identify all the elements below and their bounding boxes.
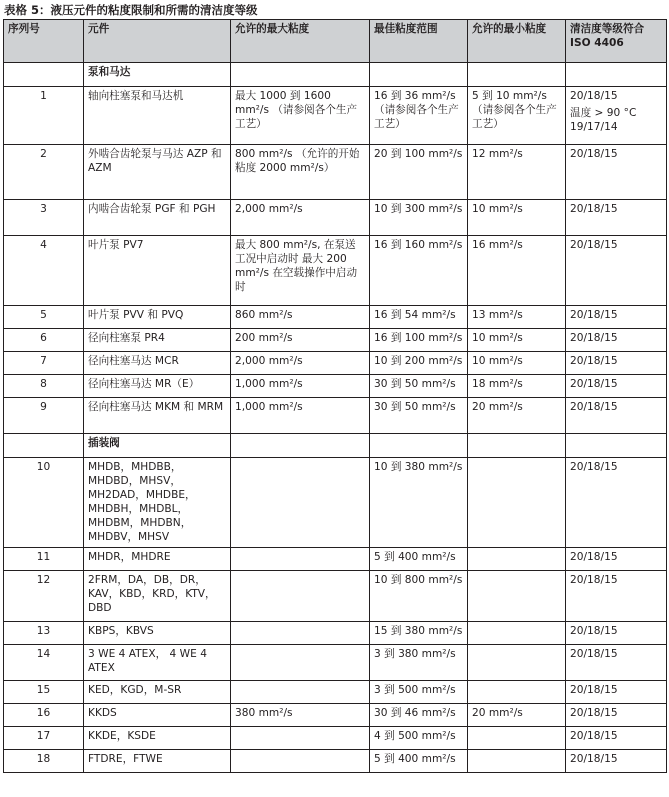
row-number: 4 [4,236,84,306]
best-range-cell: 3 到 380 mm²/s [370,645,468,681]
cleanliness-cell: 20/18/15 [566,727,667,750]
best-range-cell: 4 到 500 mm²/s [370,727,468,750]
min-viscosity-cell: 12 mm²/s [468,145,566,200]
table-row [4,329,667,352]
cleanliness-cell: 20/18/15 [566,236,667,306]
max-viscosity-cell: 380 mm²/s [231,704,370,727]
min-viscosity-cell: 18 mm²/s [468,375,566,398]
table-row [4,375,667,398]
cleanliness-cell: 20/18/15 [566,571,667,622]
cleanliness-cell: 20/18/15 [566,704,667,727]
max-viscosity-cell: 最大 1000 到 1600 mm²/s （请参阅各个生产工艺） [231,87,370,145]
header-min-viscosity: 允许的最小粘度 [468,20,566,63]
component-cell: KKDS [84,704,231,727]
table-row [4,727,667,750]
best-range-cell: 30 到 50 mm²/s [370,375,468,398]
best-range-cell: 10 到 200 mm²/s [370,352,468,375]
max-viscosity-cell: 最大 800 mm²/s, 在泵送工况中启动时 最大 200 mm²/s 在空载操作中启动时 [231,236,370,306]
max-viscosity-cell [231,548,370,571]
table-row [4,750,667,773]
cleanliness-cell: 20/18/15 [566,548,667,571]
component-cell: 叶片泵 PV7 [84,236,231,306]
component-cell: 径向柱塞马达 MKM 和 MRM [84,398,231,434]
table-row [4,145,667,200]
cleanliness-cell: 20/18/15 [566,622,667,645]
row-number: 10 [4,458,84,548]
row-number: 1 [4,87,84,145]
table-row [4,571,667,622]
best-range-cell: 3 到 500 mm²/s [370,681,468,704]
cleanliness-value: 20/18/15 [570,90,618,102]
section-label-pumps: 泵和马达 [84,63,231,87]
section-row-pumps [4,63,667,87]
min-viscosity-cell: 10 mm²/s [468,329,566,352]
row-number: 6 [4,329,84,352]
header-best-range: 最佳粘度范围 [370,20,468,63]
cleanliness-cell [566,87,667,145]
row-number: 7 [4,352,84,375]
cleanliness-cell: 20/18/15 [566,306,667,329]
component-cell: FTDRE，FTWE [84,750,231,773]
cleanliness-cell: 20/18/15 [566,750,667,773]
max-viscosity-cell: 2,000 mm²/s [231,352,370,375]
best-range-cell: 20 到 100 mm²/s [370,145,468,200]
min-viscosity-cell: 5 到 10 mm²/s （请参阅各个生产工艺） [468,87,566,145]
row-number: 11 [4,548,84,571]
min-viscosity-cell [468,750,566,773]
min-viscosity-cell: 10 mm²/s [468,200,566,236]
header-row [4,20,667,63]
cleanliness-cell: 20/18/15 [566,645,667,681]
best-range-cell: 10 到 380 mm²/s [370,458,468,548]
header-max-viscosity: 允许的最大粘度 [231,20,370,63]
cleanliness-cell: 20/18/15 [566,329,667,352]
max-viscosity-cell [231,622,370,645]
max-viscosity-cell: 800 mm²/s （允许的开始粘度 2000 mm²/s） [231,145,370,200]
component-cell: KBPS，KBVS [84,622,231,645]
row-number: 8 [4,375,84,398]
component-cell: 叶片泵 PVV 和 PVQ [84,306,231,329]
max-viscosity-cell: 860 mm²/s [231,306,370,329]
cleanliness-cell: 20/18/15 [566,398,667,434]
row-number: 17 [4,727,84,750]
max-viscosity-cell: 2,000 mm²/s [231,200,370,236]
table-row [4,306,667,329]
max-viscosity-cell [231,645,370,681]
cleanliness-cell: 20/18/15 [566,681,667,704]
cleanliness-cell: 20/18/15 [566,352,667,375]
min-viscosity-cell [468,571,566,622]
min-viscosity-cell: 10 mm²/s [468,352,566,375]
table-row [4,398,667,434]
cleanliness-cell: 20/18/15 [566,145,667,200]
component-cell: 2FRM，DA，DB，DR，KAV，KBD，KRD，KTV，DBD [84,571,231,622]
min-viscosity-cell [468,645,566,681]
best-range-cell: 30 到 46 mm²/s [370,704,468,727]
table-title: 表格 5：液压元件的粘度限制和所需的清洁度等级 [4,3,258,17]
best-range-cell: 5 到 400 mm²/s [370,750,468,773]
row-number: 18 [4,750,84,773]
component-cell: 径向柱塞马达 MR（E） [84,375,231,398]
component-cell: 内啮合齿轮泵 PGF 和 PGH [84,200,231,236]
min-viscosity-cell: 13 mm²/s [468,306,566,329]
table-row [4,645,667,681]
best-range-cell: 16 到 54 mm²/s [370,306,468,329]
min-viscosity-cell: 16 mm²/s [468,236,566,306]
cleanliness-note: 温度 > 90 °C 19/17/14 [570,107,637,133]
best-range-cell: 15 到 380 mm²/s [370,622,468,645]
component-cell: MHDB，MHDBB，MHDBD，MHSV，MH2DAD，MHDBE，MHDBH，MHDBL，MHDBM，MHDBN，MHDBV，MHSV [84,458,231,548]
header-no: 序列号 [4,20,84,63]
best-range-cell: 16 到 160 mm²/s [370,236,468,306]
cleanliness-cell: 20/18/15 [566,200,667,236]
row-number: 2 [4,145,84,200]
component-cell: 径向柱塞马达 MCR [84,352,231,375]
component-cell: 轴向柱塞泵和马达机 [84,87,231,145]
cleanliness-cell: 20/18/15 [566,375,667,398]
max-viscosity-cell [231,727,370,750]
row-number: 5 [4,306,84,329]
max-viscosity-cell [231,750,370,773]
best-range-cell: 5 到 400 mm²/s [370,548,468,571]
table-row [4,87,667,145]
section-row-cartridge [4,434,667,458]
row-number: 13 [4,622,84,645]
table-row [4,458,667,548]
section-label-cartridge: 插装阀 [84,434,231,458]
row-number: 9 [4,398,84,434]
best-range-cell: 16 到 100 mm²/s [370,329,468,352]
max-viscosity-cell: 1,000 mm²/s [231,375,370,398]
component-cell: 3 WE 4 ATEX， 4 WE 4 ATEX [84,645,231,681]
table-row [4,236,667,306]
header-cleanliness: 清洁度等级符合 ISO 4406 [566,20,667,63]
component-cell: 径向柱塞泵 PR4 [84,329,231,352]
component-cell: KKDE，KSDE [84,727,231,750]
component-cell: KED，KGD，M-SR [84,681,231,704]
best-range-cell: 10 到 800 mm²/s [370,571,468,622]
table-row [4,622,667,645]
cleanliness-cell: 20/18/15 [566,458,667,548]
min-viscosity-cell [468,681,566,704]
max-viscosity-cell [231,458,370,548]
table-row [4,200,667,236]
best-range-cell: 30 到 50 mm²/s [370,398,468,434]
min-viscosity-cell [468,622,566,645]
min-viscosity-cell [468,548,566,571]
row-number: 16 [4,704,84,727]
min-viscosity-cell: 20 mm²/s [468,704,566,727]
row-number: 15 [4,681,84,704]
viscosity-table [3,19,667,773]
header-component: 元件 [84,20,231,63]
max-viscosity-cell [231,571,370,622]
best-range-cell: 16 到 36 mm²/s （请参阅各个生产工艺） [370,87,468,145]
component-cell: 外啮合齿轮泵与马达 AZP 和 AZM [84,145,231,200]
table-row [4,352,667,375]
row-number: 14 [4,645,84,681]
max-viscosity-cell: 200 mm²/s [231,329,370,352]
min-viscosity-cell [468,727,566,750]
min-viscosity-cell: 20 mm²/s [468,398,566,434]
min-viscosity-cell [468,458,566,548]
row-number: 3 [4,200,84,236]
max-viscosity-cell [231,681,370,704]
row-number: 12 [4,571,84,622]
table-row [4,704,667,727]
component-cell: MHDR，MHDRE [84,548,231,571]
table-row [4,548,667,571]
table-row [4,681,667,704]
best-range-cell: 10 到 300 mm²/s [370,200,468,236]
max-viscosity-cell: 1,000 mm²/s [231,398,370,434]
